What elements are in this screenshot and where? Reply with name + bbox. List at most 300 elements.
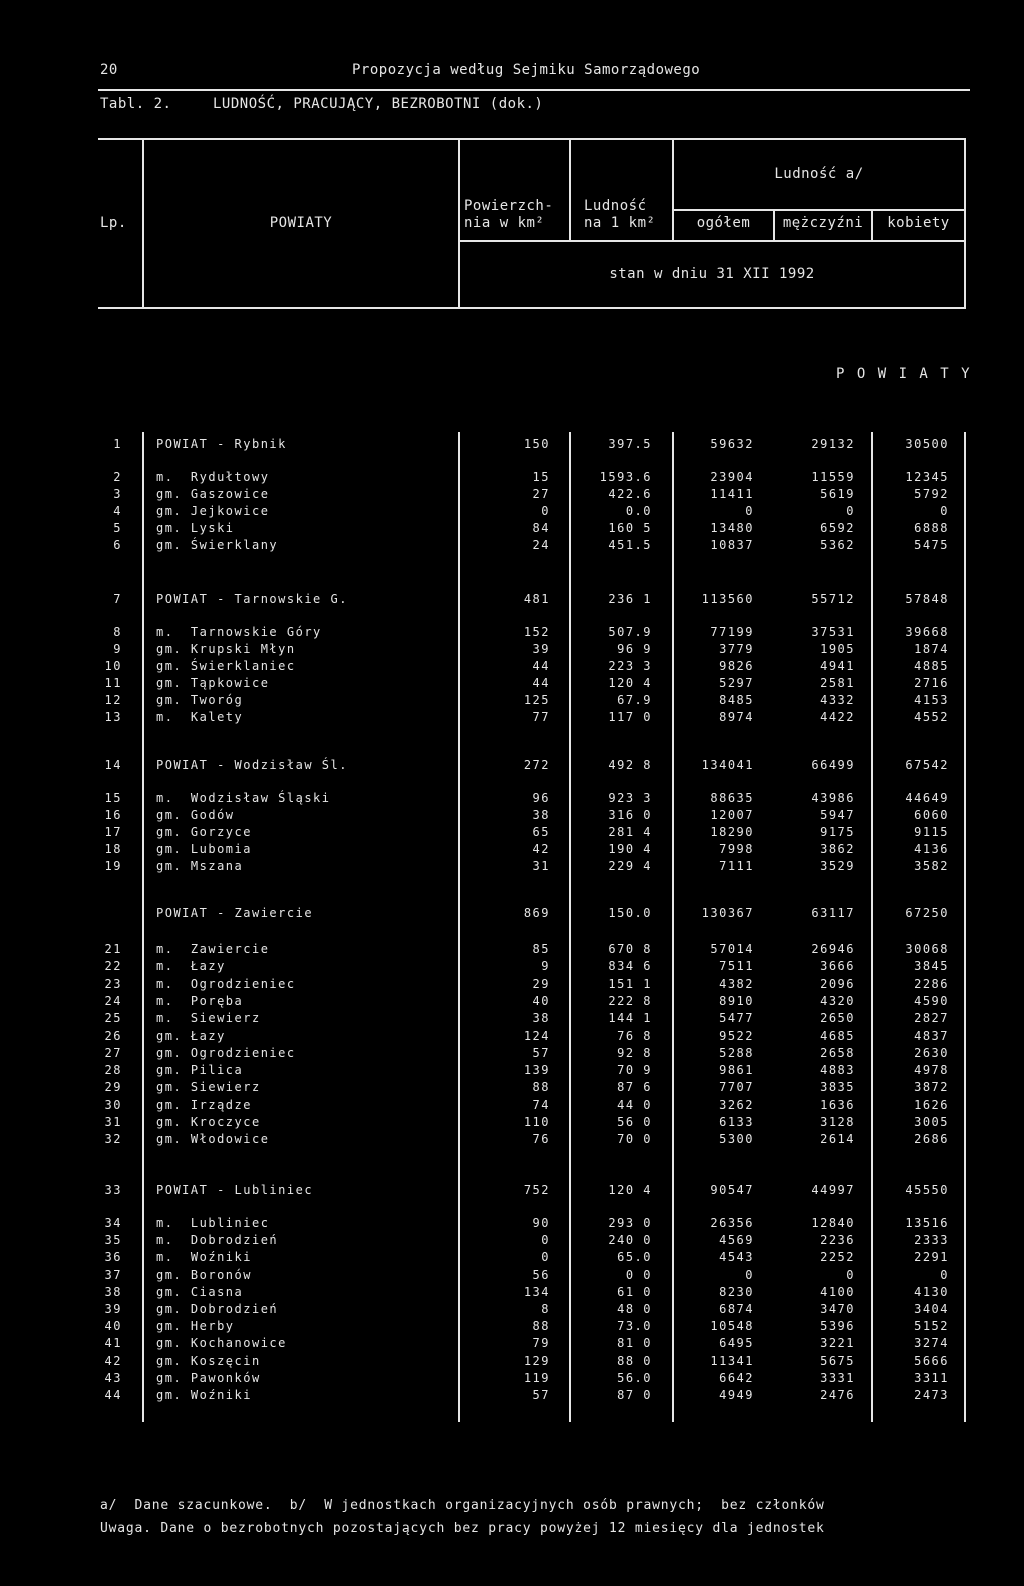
header-rule	[98, 89, 970, 91]
cell-density: 65.0	[617, 1250, 652, 1264]
cell-density: 1593.6	[599, 470, 652, 484]
cell-area: 119	[523, 1371, 550, 1385]
cell-area: 76	[532, 1132, 550, 1146]
cell-name: m. Łazy	[156, 959, 226, 973]
cell-men: 2614	[820, 1132, 855, 1146]
cell-name: gm. Woźniki	[156, 1388, 252, 1402]
cell-area: 44	[532, 676, 550, 690]
cell-women: 13516	[905, 1216, 949, 1230]
header-total: ogółem	[696, 215, 751, 231]
cell-total: 5477	[719, 1011, 754, 1025]
cell-women: 3404	[914, 1302, 949, 1316]
cell-total: 7511	[719, 959, 754, 973]
cell-men: 4941	[820, 659, 855, 673]
cell-women: 4153	[914, 693, 949, 707]
cell-total: 7111	[719, 859, 754, 873]
body-divider-density	[569, 432, 571, 1422]
cell-women: 4978	[914, 1063, 949, 1077]
cell-name: m. Tarnowskie Góry	[156, 625, 322, 639]
cell-total: 10837	[710, 538, 754, 552]
cell-name: gm. Ogrodzieniec	[156, 1046, 296, 1060]
cell-name: gm. Gaszowice	[156, 487, 270, 501]
cell-women: 4136	[914, 842, 949, 856]
cell-area: 0	[541, 1250, 550, 1264]
cell-density: 0 0	[625, 1268, 652, 1282]
cell-men: 4883	[820, 1063, 855, 1077]
cell-lp: 37	[104, 1268, 122, 1282]
cell-lp: 17	[104, 825, 122, 839]
cell-men: 4320	[820, 994, 855, 1008]
cell-lp: 42	[104, 1354, 122, 1368]
cell-women: 1874	[914, 642, 949, 656]
cell-lp: 22	[104, 959, 122, 973]
page-title: Propozycja według Sejmiku Samorządowego	[352, 62, 701, 78]
cell-density: 397.5	[608, 437, 652, 451]
cell-area: 38	[532, 808, 550, 822]
cell-women: 2630	[914, 1046, 949, 1060]
cell-name: gm. Jejkowice	[156, 504, 270, 518]
cell-name: gm. Włodowice	[156, 1132, 270, 1146]
cell-name: m. Siewierz	[156, 1011, 261, 1025]
cell-density: 76 8	[617, 1029, 652, 1043]
cell-men: 66499	[811, 758, 855, 772]
cell-area: 31	[532, 859, 550, 873]
cell-density: 120 4	[608, 1183, 652, 1197]
cell-women: 2716	[914, 676, 949, 690]
cell-total: 77199	[710, 625, 754, 639]
cell-women: 2286	[914, 977, 949, 991]
cell-area: 125	[523, 693, 550, 707]
cell-density: 96 9	[617, 642, 652, 656]
cell-women: 3274	[914, 1336, 949, 1350]
cell-density: 117 0	[608, 710, 652, 724]
cell-density: 222 8	[608, 994, 652, 1008]
cell-total: 6874	[719, 1302, 754, 1316]
body-divider-area	[458, 432, 460, 1422]
cell-density: 56 0	[617, 1115, 652, 1129]
cell-men: 3470	[820, 1302, 855, 1316]
cell-men: 3666	[820, 959, 855, 973]
cell-men: 2581	[820, 676, 855, 690]
cell-lp: 43	[104, 1371, 122, 1385]
cell-women: 0	[940, 1268, 949, 1282]
cell-men: 11559	[811, 470, 855, 484]
cell-lp: 29	[104, 1080, 122, 1094]
cell-name: m. Wodzisław Śląski	[156, 791, 331, 805]
footnote-note: Uwaga. Dane o bezrobotnych pozostających bez pracy powyżej 12 miesięcy dla jednostek	[100, 1521, 825, 1536]
cell-density: 316 0	[608, 808, 652, 822]
cell-total: 7707	[719, 1080, 754, 1094]
cell-density: 48 0	[617, 1302, 652, 1316]
cell-lp: 4	[113, 504, 122, 518]
cell-total: 13480	[710, 521, 754, 535]
cell-lp: 9	[113, 642, 122, 656]
cell-area: 44	[532, 659, 550, 673]
cell-density: 190 4	[608, 842, 652, 856]
cell-name: m. Ogrodzieniec	[156, 977, 296, 991]
cell-women: 2291	[914, 1250, 949, 1264]
cell-name: gm. Tąpkowice	[156, 676, 270, 690]
cell-name: gm. Siewierz	[156, 1080, 261, 1094]
cell-lp: 41	[104, 1336, 122, 1350]
cell-lp: 27	[104, 1046, 122, 1060]
cell-men: 12840	[811, 1216, 855, 1230]
cell-area: 96	[532, 791, 550, 805]
cell-density: 160 5	[608, 521, 652, 535]
cell-lp: 35	[104, 1233, 122, 1247]
cell-total: 0	[745, 1268, 754, 1282]
cell-women: 67250	[905, 906, 949, 920]
cell-women: 0	[940, 504, 949, 518]
col-divider-area	[458, 138, 460, 308]
cell-density: 120 4	[608, 676, 652, 690]
cell-density: 70 0	[617, 1132, 652, 1146]
cell-area: 24	[532, 538, 550, 552]
cell-total: 8485	[719, 693, 754, 707]
cell-area: 56	[532, 1268, 550, 1282]
header-lp: Lp.	[100, 215, 127, 231]
cell-density: 150.0	[608, 906, 652, 920]
cell-women: 44649	[905, 791, 949, 805]
cell-women: 57848	[905, 592, 949, 606]
cell-density: 151 1	[608, 977, 652, 991]
cell-men: 1636	[820, 1098, 855, 1112]
cell-area: 134	[523, 1285, 550, 1299]
cell-total: 4569	[719, 1233, 754, 1247]
table-title: LUDNOŚĆ, PRACUJĄCY, BEZROBOTNI (dok.)	[213, 96, 544, 112]
cell-men: 6592	[820, 521, 855, 535]
cell-total: 134041	[701, 758, 754, 772]
cell-area: 0	[541, 504, 550, 518]
cell-area: 0	[541, 1233, 550, 1247]
cell-total: 130367	[701, 906, 754, 920]
cell-men: 0	[846, 1268, 855, 1282]
cell-density: 44 0	[617, 1098, 652, 1112]
cell-women: 4130	[914, 1285, 949, 1299]
cell-area: 57	[532, 1046, 550, 1060]
cell-lp: 33	[104, 1183, 122, 1197]
header-area-1: Powierzch-	[464, 198, 554, 214]
cell-men: 3529	[820, 859, 855, 873]
cell-lp: 32	[104, 1132, 122, 1146]
cell-name: gm. Lyski	[156, 521, 235, 535]
cell-area: 85	[532, 942, 550, 956]
cell-women: 6060	[914, 808, 949, 822]
cell-area: 77	[532, 710, 550, 724]
col-divider-density	[569, 138, 571, 241]
cell-men: 3221	[820, 1336, 855, 1350]
cell-total: 9826	[719, 659, 754, 673]
section-title: P O W I A T Y	[836, 366, 972, 382]
cell-women: 3582	[914, 859, 949, 873]
cell-men: 3862	[820, 842, 855, 856]
cell-total: 3262	[719, 1098, 754, 1112]
cell-total: 9522	[719, 1029, 754, 1043]
cell-lp: 30	[104, 1098, 122, 1112]
header-men: mężczyźni	[782, 215, 864, 231]
table-label: Tabl. 2.	[100, 96, 172, 112]
cell-men: 2650	[820, 1011, 855, 1025]
body-divider-right	[964, 432, 966, 1422]
cell-area: 152	[523, 625, 550, 639]
header-area-2: nia w km²	[464, 215, 545, 231]
cell-lp: 38	[104, 1285, 122, 1299]
cell-name: POWIAT - Lubliniec	[156, 1183, 314, 1197]
cell-name: gm. Dobrodzień	[156, 1302, 279, 1316]
cell-area: 9	[541, 959, 550, 973]
header-density-2: na 1 km²	[584, 215, 656, 231]
cell-total: 6495	[719, 1336, 754, 1350]
cell-density: 240 0	[608, 1233, 652, 1247]
cell-area: 8	[541, 1302, 550, 1316]
cell-area: 40	[532, 994, 550, 1008]
cell-lp: 34	[104, 1216, 122, 1230]
cell-density: 923 3	[608, 791, 652, 805]
cell-women: 4590	[914, 994, 949, 1008]
cell-lp: 39	[104, 1302, 122, 1316]
cell-area: 57	[532, 1388, 550, 1402]
cell-men: 5362	[820, 538, 855, 552]
header-bottom-rule	[98, 307, 966, 309]
cell-total: 7998	[719, 842, 754, 856]
cell-area: 65	[532, 825, 550, 839]
cell-total: 6642	[719, 1371, 754, 1385]
cell-men: 2476	[820, 1388, 855, 1402]
cell-men: 2096	[820, 977, 855, 991]
cell-area: 139	[523, 1063, 550, 1077]
cell-total: 9861	[719, 1063, 754, 1077]
cell-men: 3835	[820, 1080, 855, 1094]
page-number: 20	[100, 62, 118, 78]
cell-name: m. Kalety	[156, 710, 244, 724]
cell-lp: 40	[104, 1319, 122, 1333]
cell-density: 422.6	[608, 487, 652, 501]
cell-women: 67542	[905, 758, 949, 772]
cell-total: 113560	[701, 592, 754, 606]
cell-women: 5152	[914, 1319, 949, 1333]
cell-men: 4332	[820, 693, 855, 707]
cell-area: 42	[532, 842, 550, 856]
cell-women: 45550	[905, 1183, 949, 1197]
cell-density: 87 6	[617, 1080, 652, 1094]
cell-men: 9175	[820, 825, 855, 839]
cell-women: 2686	[914, 1132, 949, 1146]
cell-density: 92 8	[617, 1046, 652, 1060]
cell-women: 3872	[914, 1080, 949, 1094]
cell-density: 281 4	[608, 825, 652, 839]
cell-men: 4685	[820, 1029, 855, 1043]
cell-name: POWIAT - Zawiercie	[156, 906, 314, 920]
cell-men: 1905	[820, 642, 855, 656]
cell-name: gm. Mszana	[156, 859, 244, 873]
cell-lp: 36	[104, 1250, 122, 1264]
cell-men: 2236	[820, 1233, 855, 1247]
cell-density: 223 3	[608, 659, 652, 673]
cell-total: 18290	[710, 825, 754, 839]
cell-density: 56.0	[617, 1371, 652, 1385]
cell-women: 5666	[914, 1354, 949, 1368]
cell-men: 55712	[811, 592, 855, 606]
cell-name: gm. Kroczyce	[156, 1115, 261, 1129]
cell-lp: 8	[113, 625, 122, 639]
header-state-date: stan w dniu 31 XII 1992	[609, 266, 815, 282]
cell-density: 61 0	[617, 1285, 652, 1299]
cell-name: POWIAT - Rybnik	[156, 437, 287, 451]
cell-area: 88	[532, 1319, 550, 1333]
cell-women: 3311	[914, 1371, 949, 1385]
body-divider-lp	[142, 432, 144, 1422]
cell-women: 2333	[914, 1233, 949, 1247]
cell-lp: 13	[104, 710, 122, 724]
cell-total: 26356	[710, 1216, 754, 1230]
cell-area: 74	[532, 1098, 550, 1112]
cell-men: 43986	[811, 791, 855, 805]
cell-total: 4543	[719, 1250, 754, 1264]
cell-women: 2827	[914, 1011, 949, 1025]
cell-women: 2473	[914, 1388, 949, 1402]
header-women: kobiety	[887, 215, 950, 231]
cell-lp: 12	[104, 693, 122, 707]
subheader-rule	[458, 240, 966, 242]
cell-name: m. Woźniki	[156, 1250, 252, 1264]
cell-density: 0.0	[625, 504, 652, 518]
cell-area: 39	[532, 642, 550, 656]
cell-total: 4949	[719, 1388, 754, 1402]
cell-name: gm. Irządze	[156, 1098, 252, 1112]
cell-total: 5297	[719, 676, 754, 690]
cell-lp: 14	[104, 758, 122, 772]
cell-name: m. Rydułtowy	[156, 470, 270, 484]
cell-name: gm. Lubomia	[156, 842, 252, 856]
cell-lp: 16	[104, 808, 122, 822]
cell-lp: 31	[104, 1115, 122, 1129]
cell-total: 12007	[710, 808, 754, 822]
cell-name: gm. Świerklany	[156, 538, 279, 552]
cell-area: 869	[523, 906, 550, 920]
cell-density: 70 9	[617, 1063, 652, 1077]
cell-name: gm. Łazy	[156, 1029, 226, 1043]
cell-area: 38	[532, 1011, 550, 1025]
cell-lp: 25	[104, 1011, 122, 1025]
cell-density: 229 4	[608, 859, 652, 873]
cell-men: 0	[846, 504, 855, 518]
cell-women: 30068	[905, 942, 949, 956]
cell-density: 492 8	[608, 758, 652, 772]
cell-total: 3779	[719, 642, 754, 656]
cell-density: 67.9	[617, 693, 652, 707]
cell-women: 3005	[914, 1115, 949, 1129]
cell-area: 29	[532, 977, 550, 991]
cell-men: 4100	[820, 1285, 855, 1299]
cell-name: gm. Krupski Młyn	[156, 642, 296, 656]
cell-name: gm. Ciasna	[156, 1285, 244, 1299]
cell-density: 670 8	[608, 942, 652, 956]
cell-name: gm. Herby	[156, 1319, 235, 1333]
cell-women: 30500	[905, 437, 949, 451]
cell-lp: 10	[104, 659, 122, 673]
cell-name: gm. Kochanowice	[156, 1336, 287, 1350]
population-group-rule	[672, 209, 966, 211]
cell-lp: 24	[104, 994, 122, 1008]
cell-density: 293 0	[608, 1216, 652, 1230]
cell-lp: 11	[104, 676, 122, 690]
cell-total: 90547	[710, 1183, 754, 1197]
cell-name: POWIAT - Wodzisław Śl.	[156, 758, 348, 772]
cell-area: 84	[532, 521, 550, 535]
cell-name: gm. Pilica	[156, 1063, 244, 1077]
cell-lp: 23	[104, 977, 122, 991]
cell-density: 507.9	[608, 625, 652, 639]
cell-women: 4885	[914, 659, 949, 673]
cell-area: 90	[532, 1216, 550, 1230]
cell-total: 8910	[719, 994, 754, 1008]
cell-area: 124	[523, 1029, 550, 1043]
cell-women: 12345	[905, 470, 949, 484]
cell-men: 3128	[820, 1115, 855, 1129]
cell-name: gm. Godów	[156, 808, 235, 822]
cell-lp: 15	[104, 791, 122, 805]
cell-total: 57014	[710, 942, 754, 956]
cell-women: 5475	[914, 538, 949, 552]
cell-total: 5288	[719, 1046, 754, 1060]
header-density-1: Ludność	[584, 198, 647, 214]
footnote-a: a/ Dane szacunkowe. b/ W jednostkach organizacyjnych osób prawnych; bez członków	[100, 1498, 825, 1513]
cell-area: 110	[523, 1115, 550, 1129]
cell-women: 4552	[914, 710, 949, 724]
cell-area: 752	[523, 1183, 550, 1197]
cell-area: 272	[523, 758, 550, 772]
cell-total: 4382	[719, 977, 754, 991]
cell-total: 10548	[710, 1319, 754, 1333]
cell-women: 5792	[914, 487, 949, 501]
cell-total: 11341	[710, 1354, 754, 1368]
cell-density: 451.5	[608, 538, 652, 552]
cell-name: gm. Koszęcin	[156, 1354, 261, 1368]
cell-lp: 3	[113, 487, 122, 501]
cell-total: 6133	[719, 1115, 754, 1129]
cell-density: 834 6	[608, 959, 652, 973]
cell-men: 5396	[820, 1319, 855, 1333]
cell-lp: 7	[113, 592, 122, 606]
cell-women: 4837	[914, 1029, 949, 1043]
cell-men: 2658	[820, 1046, 855, 1060]
cell-density: 236 1	[608, 592, 652, 606]
cell-men: 5675	[820, 1354, 855, 1368]
cell-men: 29132	[811, 437, 855, 451]
cell-total: 88635	[710, 791, 754, 805]
cell-name: m. Poręba	[156, 994, 244, 1008]
cell-lp: 2	[113, 470, 122, 484]
cell-name: m. Dobrodzień	[156, 1233, 279, 1247]
cell-total: 0	[745, 504, 754, 518]
cell-men: 44997	[811, 1183, 855, 1197]
cell-density: 73.0	[617, 1319, 652, 1333]
cell-area: 150	[523, 437, 550, 451]
cell-men: 26946	[811, 942, 855, 956]
cell-lp: 44	[104, 1388, 122, 1402]
cell-men: 5947	[820, 808, 855, 822]
cell-women: 1626	[914, 1098, 949, 1112]
cell-women: 39668	[905, 625, 949, 639]
cell-women: 6888	[914, 521, 949, 535]
cell-lp: 6	[113, 538, 122, 552]
col-divider-right	[964, 138, 966, 308]
cell-name: gm. Boronów	[156, 1268, 252, 1282]
cell-total: 11411	[710, 487, 754, 501]
cell-lp: 1	[113, 437, 122, 451]
cell-area: 79	[532, 1336, 550, 1350]
cell-total: 8974	[719, 710, 754, 724]
